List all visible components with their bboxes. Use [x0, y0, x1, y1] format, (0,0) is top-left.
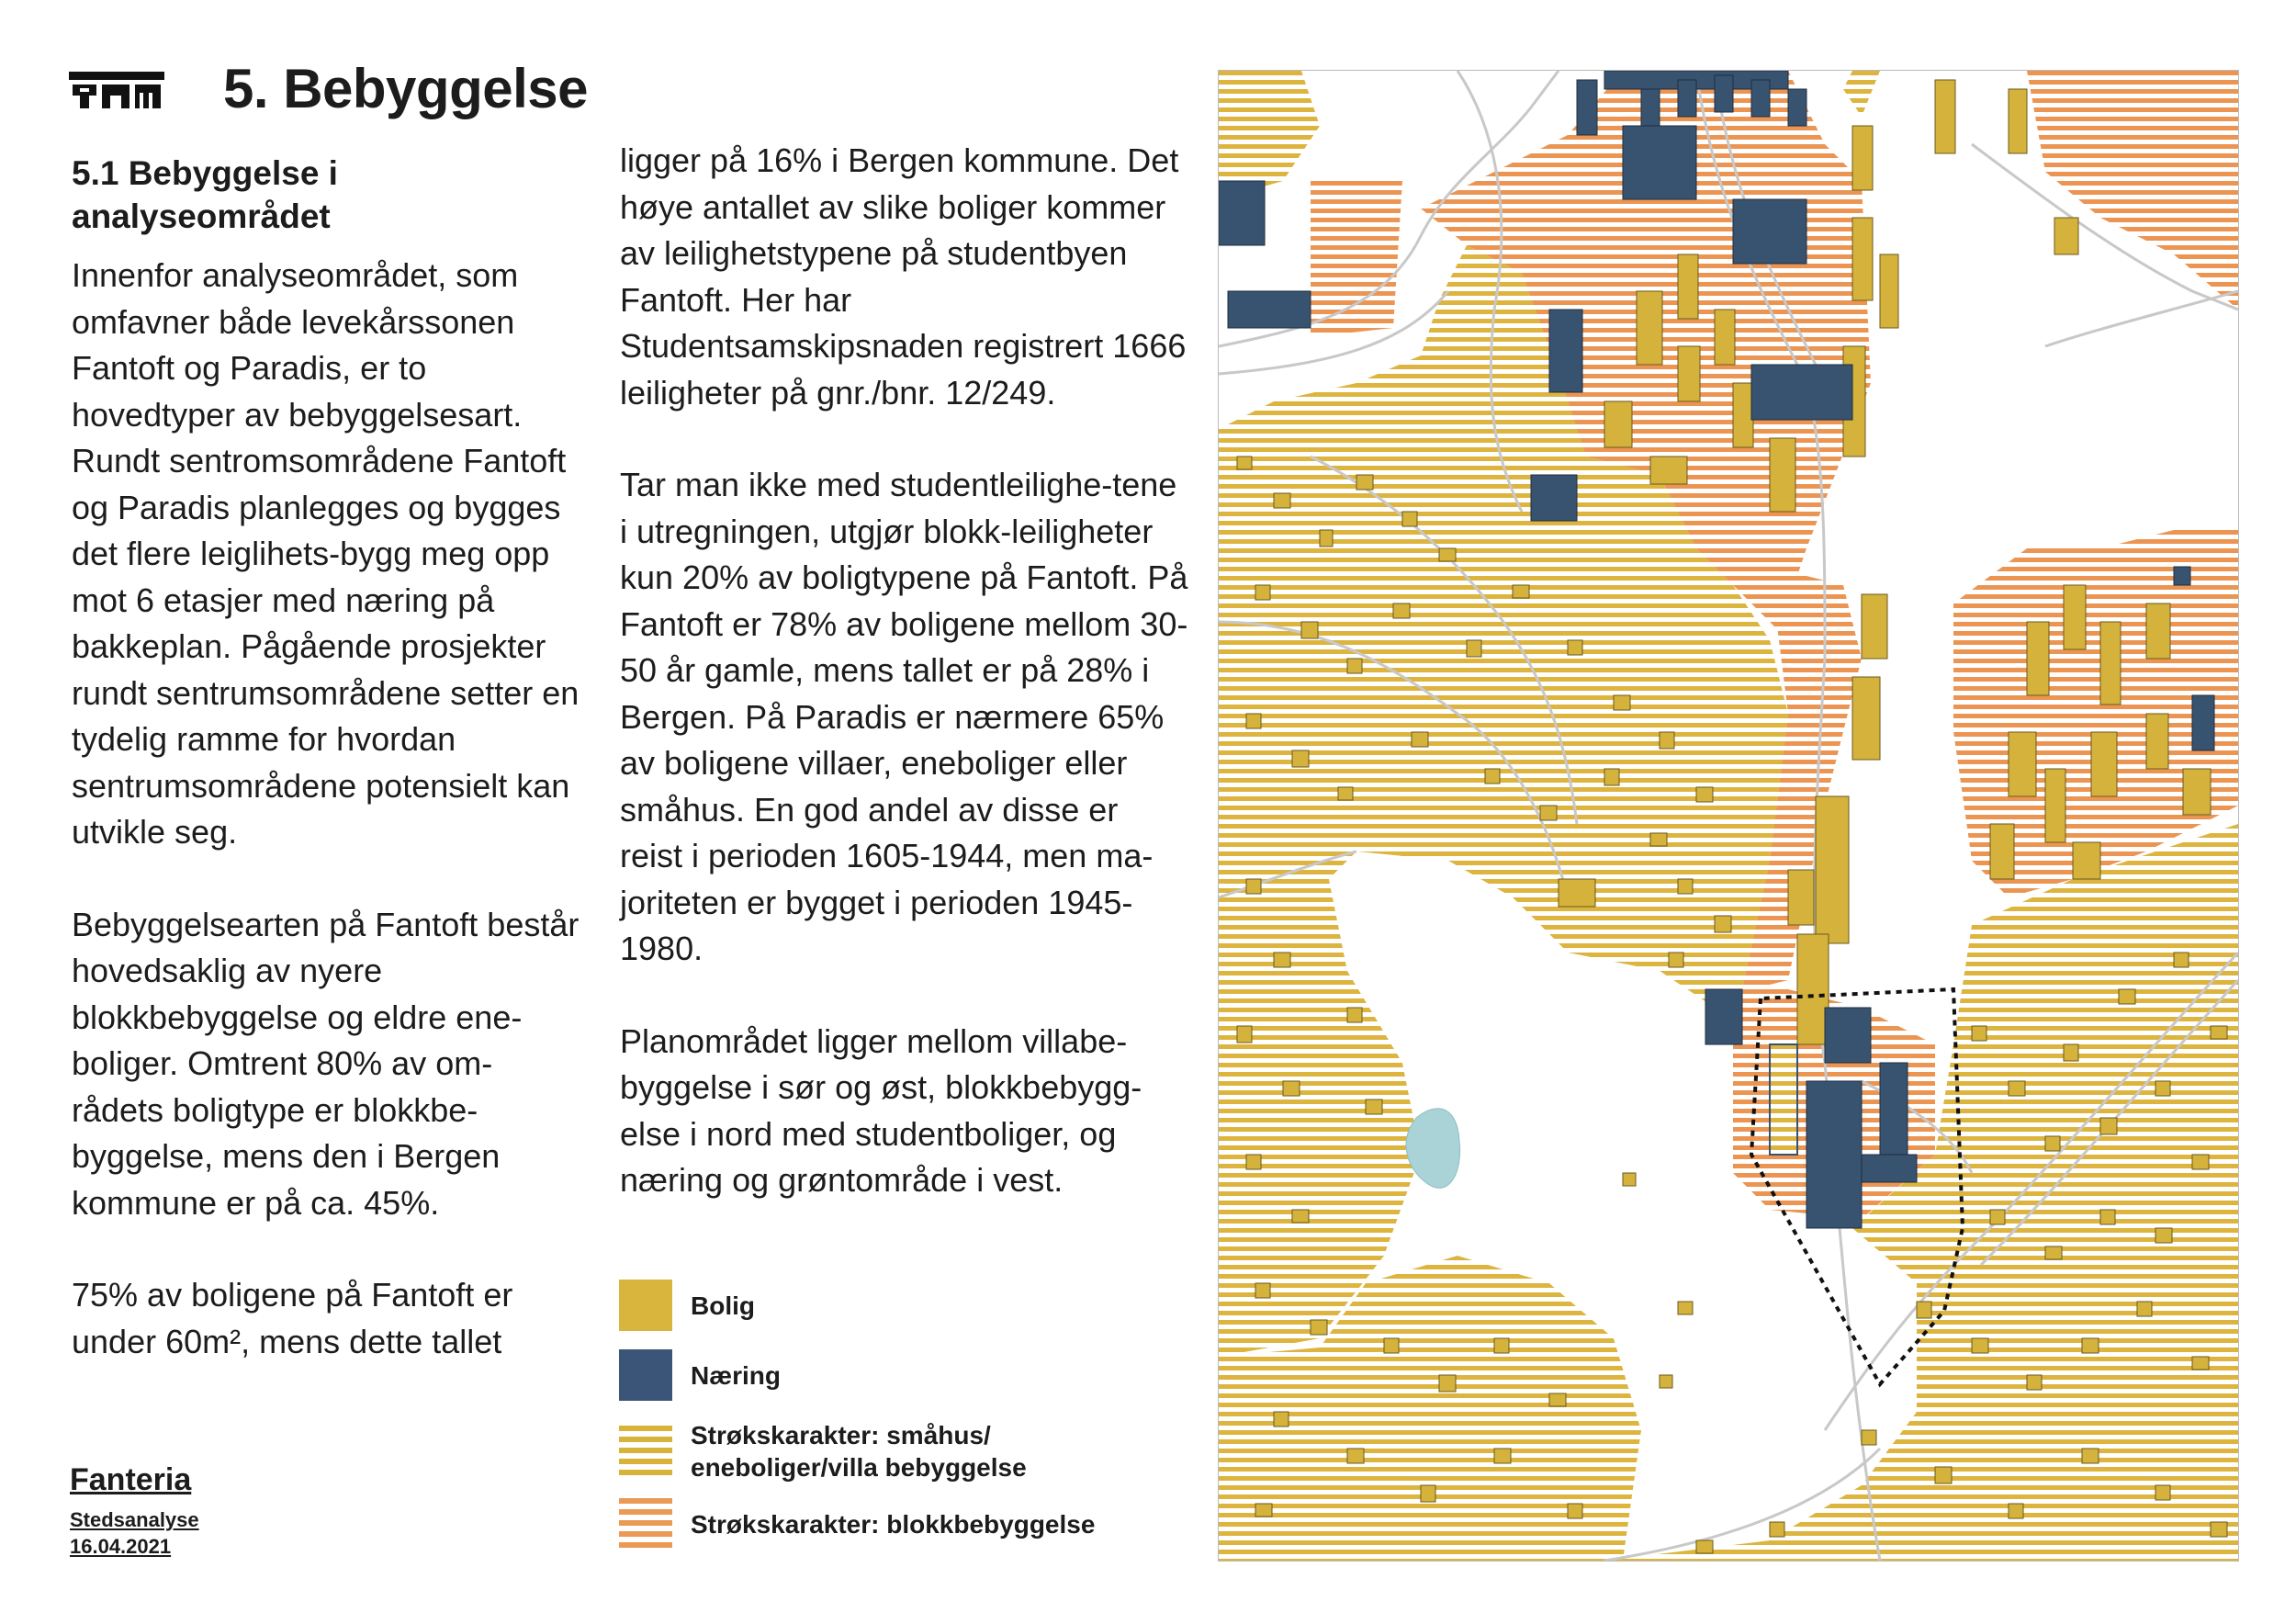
paragraph: Planområdet ligger mellom villabe-byggelse i sør og øst, blokkbebygg-else i nord med studentboliger, og næring og grøntområde i vest.	[620, 1021, 1142, 1199]
paragraph: Innenfor analyseområdet, som omfavner både levekårssonen Fantoft og Paradis, er to hovedtyper av bebyggelsesart. Rundt sentromsområdene Fantoft og Paradis planlegges og bygges det flere leiglihets-bygg meg opp mot 6 etasjer med næring på bakkeplan. Pågående prosjekter rundt sentrumsområdene setter en tydelig ramme for hvordan sentrumsområdene potensielt kan utvikle seg.	[72, 256, 580, 851]
section-subheading: 5.1 Bebyggelse i analyseområdet	[72, 154, 338, 235]
blokk-zone	[1311, 181, 1402, 337]
footer-subtitle: Stedsanalyse	[70, 1508, 199, 1531]
paragraph: Bebyggelsearten på Fantoft består hovedsaklig av nyere blokkbebyggelse og eldre ene-boliger. Omtrent 80% av om-rådets boligtype er blokkbe-byggelse, mens den i Bergen kommune er på ca. 45%.	[72, 905, 580, 1222]
text-column-left	[72, 152, 581, 1411]
solid-swatch-icon	[619, 1349, 672, 1401]
striped-swatch-icon	[619, 1426, 672, 1477]
legend-item-villa	[619, 1419, 1076, 1483]
striped-swatch-icon	[619, 1498, 672, 1550]
plan-detail	[1770, 1044, 1797, 1155]
solid-swatch-icon	[619, 1280, 672, 1331]
legend-label: Bolig	[691, 1291, 755, 1320]
legend-label: Strøkskarakter: småhus/ eneboliger/villa bebyggelse	[691, 1421, 1027, 1482]
legend-item-bolig	[619, 1280, 755, 1331]
building-map	[1218, 70, 2239, 1562]
page-title: 5. Bebyggelse	[223, 58, 589, 119]
text-column-middle	[620, 138, 1189, 1250]
paragraph: ligger på 16% i Bergen kommune. Det høye antallet av slike boliger kommer av leilighetstypene på studentbyen Fantoft. Her har Studentsamskipsnaden registrert 1666 leiligheter på gnr./bnr. 12/249.	[620, 141, 1187, 412]
footer-meta	[70, 1506, 199, 1560]
paragraph: Tar man ikke med studentleilighe-tene i utregningen, utgjør blokk-leiligheter kun 20% av boligtypene på Fantoft. På Fantoft er 78% av boligene mellom 30-50 år gamle, mens tallet er på 28% i Bergen. På Paradis er nærmere 65% av boligene villaer, eneboliger eller småhus. En god andel av disse er reist i perioden 1605-1944, men ma-joriteten er bygget i perioden 1945-1980.	[620, 466, 1188, 967]
legend-label: Strøkskarakter: blokkbebyggelse	[691, 1509, 1096, 1539]
paragraph: 75% av boligene på Fantoft er under 60m², mens dette tallet	[72, 1276, 513, 1360]
mad-logo-icon	[69, 72, 164, 116]
legend-label: Næring	[691, 1360, 781, 1390]
footer-title: Fanteria	[70, 1462, 192, 1497]
legend-item-blokk	[619, 1498, 1095, 1550]
legend-item-naering	[619, 1349, 781, 1401]
footer-date: 16.04.2021	[70, 1535, 172, 1558]
